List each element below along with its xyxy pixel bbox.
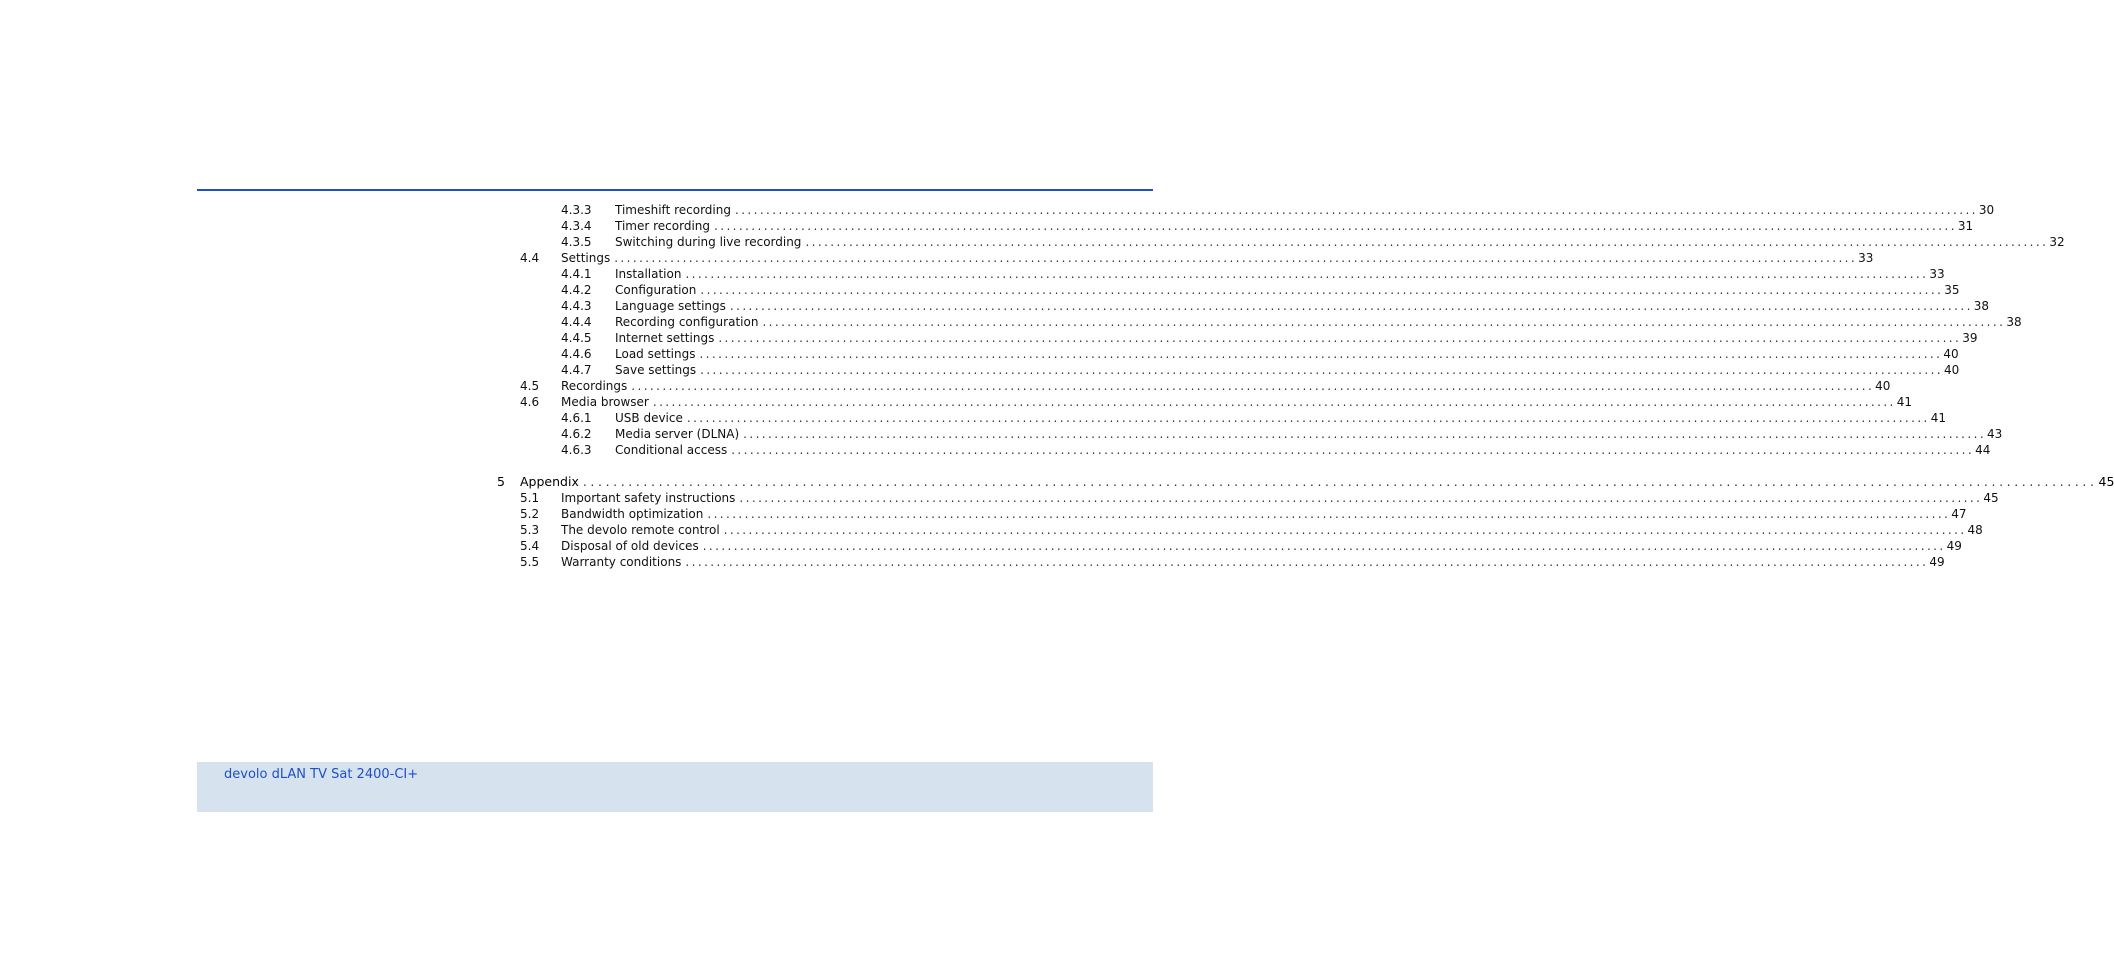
toc-entry-page: 31 [1957,219,1974,233]
toc-entry-number: 4.6.2 [561,427,592,441]
toc-entry-number: 5.3 [520,523,540,537]
toc-entry-title: Switching during live recording [615,234,805,250]
toc-entry-page: 49 [1946,539,1962,553]
toc-dot-leader: ........................................................................................................................................................................................................ [762,315,2006,329]
toc-entry-title: Media browser [561,394,653,410]
toc-entry-number: 4.4.1 [561,267,592,281]
toc-entry-number: 4.4.2 [561,283,592,297]
toc-entry-title: Important safety instructions [561,490,739,506]
toc-entry-title: Recordings [561,378,631,394]
toc-entry-title: Load settings [615,346,699,362]
toc-dot-leader: ........................................................................................................................................................................................................ [700,363,1944,377]
toc-entry-number: 4.6 [520,395,540,409]
toc-entry-title: Recording configuration [615,314,762,330]
toc-dot-leader: ........................................................................................................................................................................................................ [685,267,1929,281]
toc-entry[interactable] [0,474,2114,490]
toc-entry-title: Media server (DLNA) [615,426,743,442]
toc-entry-title: Installation [615,266,685,282]
toc-entry[interactable] [0,490,1999,506]
toc-entry[interactable] [0,506,1967,522]
toc-entry-page: 35 [1944,283,1960,297]
toc-entry-number: 4.4 [520,251,540,265]
toc-entry[interactable] [0,442,1991,458]
toc-entry-page: 41 [1896,395,1913,409]
toc-dot-leader: ........................................................................................................................................................................................................ [739,491,1983,505]
toc-entry-number: 4.5 [520,379,540,393]
toc-entry-number: 4.4.7 [561,363,592,377]
toc-entry-page: 38 [1973,299,1990,313]
toc-entry-page: 47 [1951,507,1967,521]
toc-entry-title: Internet settings [615,330,718,346]
toc-entry[interactable] [0,218,1974,234]
toc-entry-title: The devolo remote control [561,522,724,538]
toc-dot-leader: ........................................................................................................................................................................................................ [685,555,1929,569]
toc-entry[interactable] [0,554,1945,570]
footer-product-name: devolo dLAN TV Sat 2400-CI+ [224,767,419,782]
toc-dot-leader: ........................................................................................................................................................................................................ [805,235,2049,249]
toc-entry-title: Bandwidth optimization [561,506,707,522]
toc-entry-page: 44 [1975,443,1991,457]
toc-entry-number: 4.3.5 [561,235,592,249]
toc-entry-title: Warranty conditions [561,554,685,570]
toc-entry-title: Timeshift recording [615,202,735,218]
toc-dot-leader: ........................................................................................................................................................................................................ [652,395,1896,409]
toc-entry-number: 4.3.3 [561,203,592,217]
toc-entry-number: 4.6.1 [561,411,592,425]
toc-entry-page: 48 [1967,523,1983,537]
toc-dot-leader: ........................................................................................................................................................................................................ [702,539,1946,553]
toc-entry-title: Timer recording [615,218,714,234]
toc-entry-page: 40 [1943,347,1959,361]
toc-entry-title: Language settings [615,298,730,314]
toc-entry-number: 4.4.4 [561,315,592,329]
toc-entry-page: 30 [1978,203,1995,217]
toc-entry-page: 43 [1987,427,2003,441]
toc-entry-title: Appendix [520,474,583,490]
toc-entry-number: 5.4 [520,539,540,553]
toc-entry-page: 45 [1983,491,1999,505]
toc-entry-title: Settings [561,250,614,266]
toc-entry[interactable] [0,298,1990,314]
toc-entry-page: 32 [2049,235,2065,249]
toc-entry-number: 5 [497,474,505,489]
toc-entry[interactable] [0,266,1945,282]
toc-entry-page: 38 [2006,315,2022,329]
toc-dot-leader: ........................................................................................................................................................................................................ [582,474,2098,489]
toc-dot-leader: ........................................................................................................................................................................................................ [723,523,1967,537]
toc-entry[interactable] [0,282,1960,298]
toc-entry-page: 41 [1930,411,1947,425]
toc-entry[interactable] [0,202,1995,218]
toc-dot-leader: ........................................................................................................................................................................................................ [714,219,1957,233]
toc-entry-page: 40 [1944,363,1960,377]
toc-entry-number: 5.1 [520,491,540,505]
toc-entry-title: Configuration [615,282,700,298]
toc-dot-leader: ........................................................................................................................................................................................................ [686,411,1930,425]
toc-entry-page: 33 [1858,251,1874,265]
toc-dot-leader: ........................................................................................................................................................................................................ [631,379,1875,393]
toc-dot-leader: ........................................................................................................................................................................................................ [743,427,1987,441]
toc-entry-title: Conditional access [615,442,731,458]
toc-entry-number: 4.4.5 [561,331,592,345]
toc-dot-leader: ........................................................................................................................................................................................................ [734,203,1978,217]
toc-entry-page: 49 [1929,555,1945,569]
toc-entry[interactable] [0,314,2022,330]
toc-dot-leader: ........................................................................................................................................................................................................ [699,347,1943,361]
toc-dot-leader: ........................................................................................................................................................................................................ [731,443,1975,457]
toc-entry[interactable] [0,362,1960,378]
toc-entry-title: USB device [615,410,687,426]
toc-dot-leader: ........................................................................................................................................................................................................ [614,251,1858,265]
toc-entry-number: 4.3.4 [561,219,592,233]
toc-entry[interactable] [0,394,1913,410]
toc-entry-number: 4.4.3 [561,299,592,313]
toc-dot-leader: ........................................................................................................................................................................................................ [707,507,1951,521]
toc-entry[interactable] [0,234,2065,250]
toc-entry[interactable] [0,378,1891,394]
toc-entry-number: 4.4.6 [561,347,592,361]
toc-dot-leader: ........................................................................................................................................................................................................ [700,283,1944,297]
toc-entry[interactable] [0,346,1959,362]
toc-entry[interactable] [0,522,1983,538]
header-rule [197,189,1153,191]
toc-entry[interactable] [0,410,1947,426]
toc-entry[interactable] [0,250,1874,266]
toc-entry[interactable] [0,426,2003,442]
toc-entry-page: 33 [1929,267,1945,281]
toc-entry-number: 4.6.3 [561,443,592,457]
toc-entry[interactable] [0,538,1962,554]
toc-dot-leader: ........................................................................................................................................................................................................ [729,299,1973,313]
toc-entry-page: 40 [1875,379,1891,393]
toc-entry-number: 5.5 [520,555,540,569]
toc-entry-page: 39 [1962,331,1978,345]
toc-entry-page: 45 [2098,474,2114,489]
footer-band [197,762,1153,812]
toc-entry-number: 5.2 [520,507,540,521]
toc-entry-title: Save settings [615,362,700,378]
toc-dot-leader: ........................................................................................................................................................................................................ [718,331,1962,345]
toc-entry-title: Disposal of old devices [561,538,703,554]
toc-entry[interactable] [0,330,1978,346]
